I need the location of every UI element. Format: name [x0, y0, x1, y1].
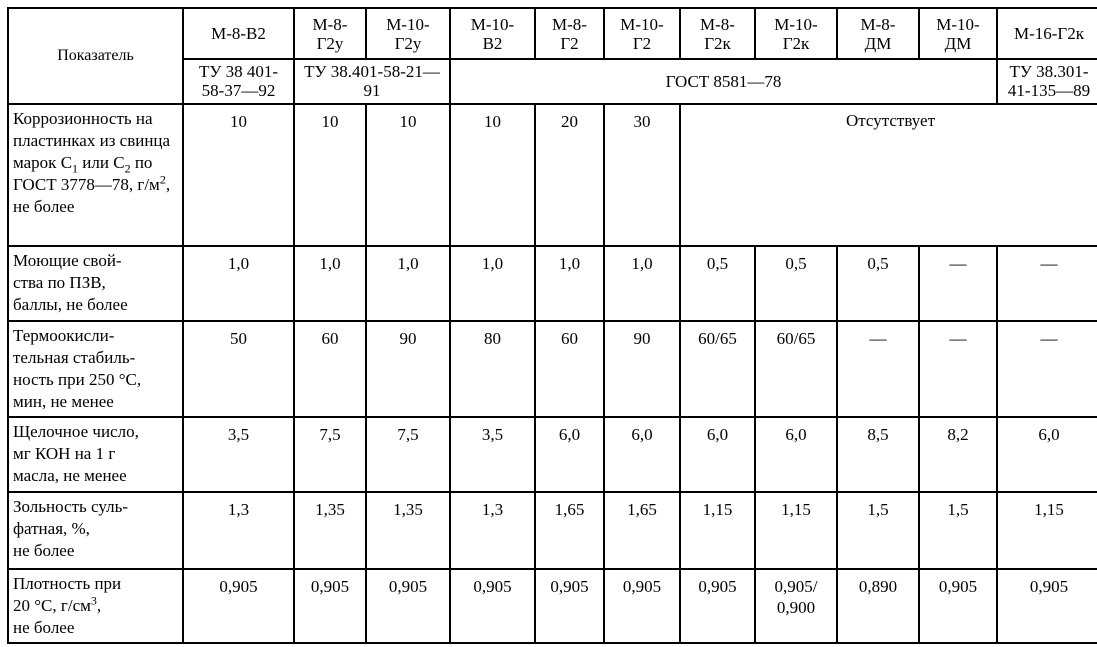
value-cell-merged: Отсутствует	[680, 104, 1097, 246]
value-cell: 0,905	[680, 569, 755, 643]
value-cell: 3,5	[450, 417, 535, 492]
value-cell: 60/65	[755, 321, 837, 417]
value-cell: 1,5	[837, 492, 919, 569]
value-cell: —	[997, 321, 1097, 417]
value-cell: —	[997, 246, 1097, 321]
value-cell: 1,35	[294, 492, 366, 569]
value-cell: —	[919, 246, 997, 321]
value-cell: 0,5	[755, 246, 837, 321]
value-cell: 6,0	[997, 417, 1097, 492]
value-cell: 0,5	[680, 246, 755, 321]
value-cell: 90	[366, 321, 450, 417]
value-cell: 90	[604, 321, 680, 417]
standard-cell: ГОСТ 8581—78	[450, 59, 997, 104]
column-header-oil: М-8- Г2	[535, 8, 604, 59]
column-header-oil: М-8- ДМ	[837, 8, 919, 59]
value-cell: 0,905	[604, 569, 680, 643]
column-header-oil: М-16-Г2к	[997, 8, 1097, 59]
value-cell: 6,0	[755, 417, 837, 492]
standard-cell: ТУ 38.401-58-21— 91	[294, 59, 450, 104]
table-row	[8, 104, 1097, 246]
column-header-indicator: Показатель	[8, 8, 183, 104]
value-cell: 10	[366, 104, 450, 246]
value-cell: 0,905	[450, 569, 535, 643]
value-cell: 10	[294, 104, 366, 246]
value-cell: 1,15	[680, 492, 755, 569]
row-label: Термоокисли- тельная стабиль- ность при 250 °С, мин, не менее	[8, 321, 183, 417]
value-cell: 0,905	[366, 569, 450, 643]
value-cell: 7,5	[294, 417, 366, 492]
table-row	[8, 492, 1097, 569]
table-row	[8, 569, 1097, 643]
value-cell: 1,15	[997, 492, 1097, 569]
value-cell: 1,3	[450, 492, 535, 569]
value-cell: 10	[450, 104, 535, 246]
standard-cell: ТУ 38.301- 41-135—89	[997, 59, 1097, 104]
value-cell: 0,905	[294, 569, 366, 643]
value-cell: 0,905	[997, 569, 1097, 643]
column-header-oil: М-10- Г2	[604, 8, 680, 59]
value-cell: 0,905	[183, 569, 294, 643]
value-cell: 60	[294, 321, 366, 417]
value-cell: 60	[535, 321, 604, 417]
value-cell: 1,65	[604, 492, 680, 569]
column-header-oil: М-8- Г2к	[680, 8, 755, 59]
value-cell: 20	[535, 104, 604, 246]
value-cell: 6,0	[680, 417, 755, 492]
value-cell: 1,0	[535, 246, 604, 321]
value-cell: 80	[450, 321, 535, 417]
value-cell: 0,905	[535, 569, 604, 643]
row-label: Щелочное число, мг КОН на 1 г масла, не менее	[8, 417, 183, 492]
row-label: Зольность суль- фатная, %, не более	[8, 492, 183, 569]
value-cell: 50	[183, 321, 294, 417]
value-cell: 8,5	[837, 417, 919, 492]
column-header-oil: М-10- Г2у	[366, 8, 450, 59]
value-cell: 1,0	[294, 246, 366, 321]
column-header-oil: М-10- Г2к	[755, 8, 837, 59]
column-header-oil: М-8- Г2у	[294, 8, 366, 59]
value-cell: 6,0	[604, 417, 680, 492]
value-cell: 8,2	[919, 417, 997, 492]
value-cell: 1,15	[755, 492, 837, 569]
value-cell: 6,0	[535, 417, 604, 492]
oil-specs-table	[7, 7, 1097, 644]
value-cell: —	[837, 321, 919, 417]
column-header-oil: М-10- ДМ	[919, 8, 997, 59]
table-row	[8, 321, 1097, 417]
value-cell: 1,0	[604, 246, 680, 321]
value-cell: 1,0	[450, 246, 535, 321]
value-cell: 0,890	[837, 569, 919, 643]
value-cell: —	[919, 321, 997, 417]
table-row	[8, 246, 1097, 321]
value-cell: 1,65	[535, 492, 604, 569]
value-cell: 1,0	[366, 246, 450, 321]
row-label: Моющие свой- ства по ПЗВ, баллы, не более	[8, 246, 183, 321]
value-cell: 1,5	[919, 492, 997, 569]
value-cell: 10	[183, 104, 294, 246]
value-cell: 30	[604, 104, 680, 246]
row-label: Плотность при 20 °С, $г/см^3$, не более	[8, 569, 183, 643]
value-cell: 1,3	[183, 492, 294, 569]
table-row	[8, 417, 1097, 492]
standard-cell: ТУ 38 401- 58-37—92	[183, 59, 294, 104]
header-row-oils	[8, 8, 1097, 59]
value-cell: 0,905/ 0,900	[755, 569, 837, 643]
value-cell: 3,5	[183, 417, 294, 492]
value-cell: 0,905	[919, 569, 997, 643]
row-label: Коррозионность на пластинках из свинца марок $C_1$ или $C_2$ по ГОСТ 3778—78, $г/м^2$, не более	[8, 104, 183, 246]
column-header-oil: М-10- В2	[450, 8, 535, 59]
column-header-oil: М-8-В2	[183, 8, 294, 59]
value-cell: 7,5	[366, 417, 450, 492]
value-cell: 0,5	[837, 246, 919, 321]
value-cell: 1,35	[366, 492, 450, 569]
value-cell: 60/65	[680, 321, 755, 417]
value-cell: 1,0	[183, 246, 294, 321]
